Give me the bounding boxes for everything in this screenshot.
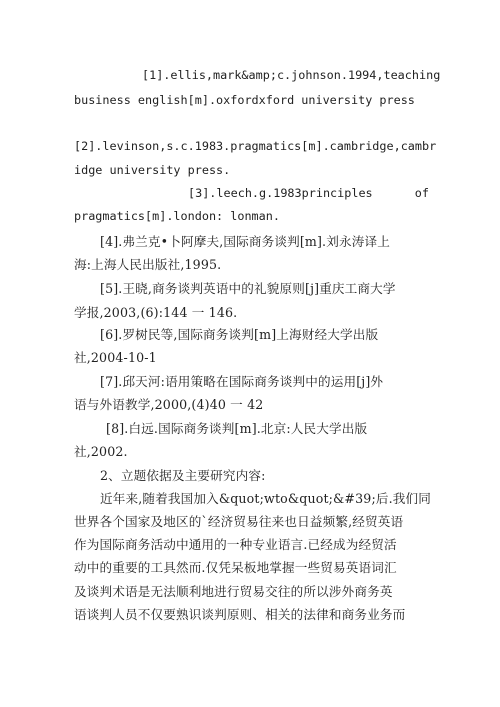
reference-8-line-2: 社,2002. [74, 444, 128, 459]
reference-7-line-1: [7].邱天河:语用策略在国际商务谈判中的运用[j]外 [100, 374, 384, 389]
body-paragraph-line: 近年来,随着我国加入&quot;wto&quot;&#39;后.我们同 [100, 491, 431, 506]
reference-1-line-1: [1].ellis,mark&amp;c.johnson.1994,teaching [142, 68, 441, 82]
reference-3-line-2: pragmatics[m].london: lonman. [74, 209, 280, 223]
reference-6-line-1: [6].罗树民等,国际商务谈判[m]上海财经大学出版 [100, 327, 379, 342]
section-heading: 2、立题依据及主要研究内容: [100, 468, 266, 483]
reference-6-line-2: 社,2004-10-1 [74, 350, 157, 365]
reference-7-line-2: 语与外语教学,2000,(4)40 一 42 [74, 397, 264, 412]
reference-3-text: [3].leech.g.1983principles [188, 186, 373, 200]
reference-5-line-1: [5].王晓,商务谈判英语中的礼貌原则[j]重庆工商大学 [100, 281, 396, 296]
reference-1-line-2: business english[m].oxfordxford university press [74, 93, 415, 107]
body-paragraph-line: 动中的重要的工具然而.仅凭呆板地掌握一些贸易英语词汇 [74, 560, 397, 575]
reference-5-line-2: 学报,2003,(6):144 一 146. [74, 305, 238, 320]
reference-4-line-1: [4].弗兰克•卜阿摩夫,国际商务谈判[m].刘永涛译上 [100, 234, 390, 249]
reference-4-line-2: 海:上海人民出版社,1995. [74, 257, 222, 272]
body-paragraph-line: 及谈判术语是无法顺利地进行贸易交往的所以涉外商务英 [74, 584, 393, 599]
reference-2-line-2: idge university press. [74, 163, 231, 177]
reference-8-line-1: [8].白远.国际商务谈判[m].北京:人民大学出版 [106, 421, 368, 436]
body-paragraph-line: 语谈判人员不仅要熟识谈判原则、相关的法律和商务业务而 [74, 607, 406, 622]
body-paragraph-line: 作为国际商务活动中通用的一种专业语言.已经成为经贸活 [74, 537, 397, 552]
reference-3-word-of: of [414, 186, 429, 200]
reference-3-line-1 [188, 185, 429, 201]
reference-2-line-1: [2].levinson,s.c.1983.pragmatics[m].cambridge,cambr [74, 139, 437, 153]
body-paragraph-line: 世界各个国家及地区的`经济贸易往来也日益频繁,经贸英语 [74, 514, 404, 529]
